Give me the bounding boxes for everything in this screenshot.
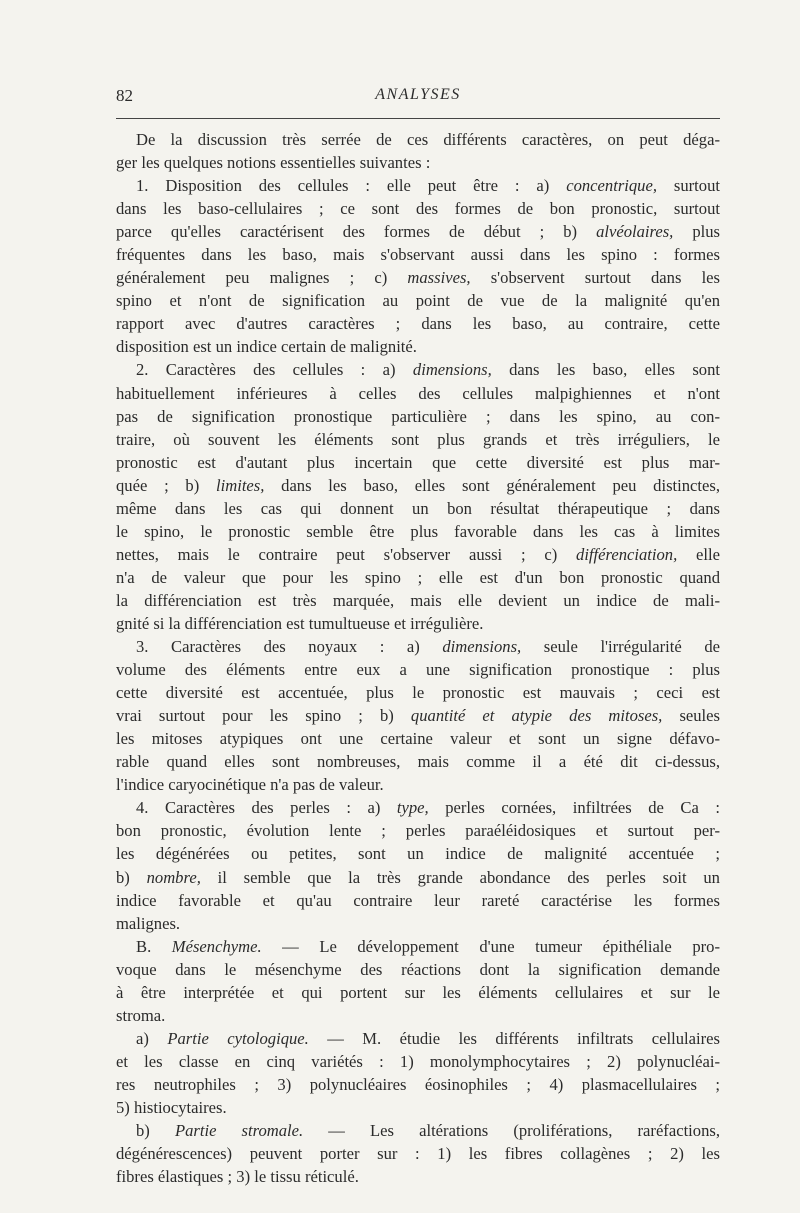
text-run: 3. Caractères des noyaux : a) <box>136 637 443 657</box>
text-line <box>116 335 720 358</box>
text-line <box>116 912 720 935</box>
text-line <box>116 589 720 612</box>
text-line <box>116 451 720 474</box>
italic-text: Partie stromale. <box>174 1121 304 1141</box>
text-run: disposition est un indice certain de malignité. <box>116 337 417 357</box>
text-run: — Les altérations (proliférations, raréfactions, <box>303 1121 720 1141</box>
text-line <box>116 866 720 889</box>
text-line <box>116 1119 720 1142</box>
text-line <box>116 1004 720 1027</box>
text-run: cette diversité est accentuée, plus le pronostic est mauvais ; ceci est <box>116 683 720 703</box>
text-line <box>116 405 720 428</box>
text-line <box>116 612 720 635</box>
text-line <box>116 289 720 312</box>
text-line <box>116 842 720 865</box>
text-run: — M. étudie les différents infiltrats cellulaires <box>308 1028 720 1048</box>
text-line <box>116 958 720 981</box>
italic-text: type, <box>396 798 429 818</box>
text-run: dans les baso, elles sont généralement peu distinctes, <box>264 475 720 495</box>
text-line <box>116 1050 720 1073</box>
text-line <box>116 520 720 543</box>
text-run: généralement peu malignes ; c) <box>116 268 408 288</box>
italic-text: différenciation, <box>576 544 678 564</box>
text-run: il semble que la très grande abondance des perles soit un <box>200 867 720 887</box>
text-run: 1. Disposition des cellules : elle peut être : a) <box>136 176 567 196</box>
text-line <box>116 266 720 289</box>
text-line <box>116 727 720 750</box>
text-run: fréquentes dans les baso, mais s'observant aussi dans les spino : formes <box>116 245 720 265</box>
italic-text: quantité et atypie des mitoses, <box>410 706 663 726</box>
text-line <box>116 220 720 243</box>
text-run: dans les baso, elles sont <box>491 360 720 380</box>
text-run: pronostic est d'autant plus incertain que cette diversité est plus mar- <box>116 452 720 472</box>
text-line <box>116 543 720 566</box>
text-run: 2. Caractères des cellules : a) <box>136 360 413 380</box>
text-run: et les classe en cinq variétés : 1) monolymphocytaires ; 2) polynucléai- <box>116 1051 720 1071</box>
text-run: stroma. <box>116 1005 166 1025</box>
text-line <box>116 773 720 796</box>
text-run: traire, où souvent les éléments sont plus grands et très irréguliers, le <box>116 429 720 449</box>
text-run: De la discussion très serrée de ces différents caractères, on peut déga- <box>136 130 720 149</box>
text-line <box>116 497 720 520</box>
text-line <box>116 681 720 704</box>
text-run: même dans les cas qui donnent un bon résultat thérapeutique ; dans <box>116 498 720 518</box>
italic-text: concentrique, <box>566 176 657 196</box>
text-run: — Le développement d'une tumeur épithéliale pro- <box>261 936 720 956</box>
text-run: ger les quelques notions essentielles suivantes : <box>116 153 431 173</box>
text-run: b) <box>116 867 147 887</box>
text-line <box>116 312 720 335</box>
text-line <box>116 382 720 405</box>
text-run: indice favorable et qu'au contraire leur rareté caractérise les formes <box>116 890 720 910</box>
text-line <box>116 819 720 842</box>
text-line <box>116 197 720 220</box>
text-line <box>116 1073 720 1096</box>
text-line <box>116 750 720 773</box>
text-line <box>116 128 720 151</box>
text-run: les mitoses atypiques ont une certaine valeur et sont un signe défavo- <box>116 729 720 749</box>
italic-text: alvéolaires, <box>596 222 674 242</box>
text-line <box>116 1142 720 1165</box>
text-run: l'indice caryocinétique n'a pas de valeur. <box>116 775 384 795</box>
italic-text: massives, <box>407 268 471 288</box>
text-line <box>116 566 720 589</box>
running-title: ANALYSES <box>375 86 461 103</box>
text-run: surtout <box>657 176 720 196</box>
text-run: bon pronostic, évolution lente ; perles paraéléidosiques et surtout per- <box>116 821 720 841</box>
text-line <box>116 1165 720 1188</box>
text-run: malignes. <box>116 913 181 933</box>
text-run: s'observent surtout dans les <box>470 268 720 288</box>
text-line <box>116 889 720 912</box>
text-run: la différenciation est très marquée, mais elle devient un indice de mali- <box>116 590 720 610</box>
text-run: seules <box>662 706 720 726</box>
text-run: parce qu'elles caractérisent des formes de début ; b) <box>116 222 597 242</box>
italic-text: nombre, <box>146 867 201 887</box>
text-run: B. <box>136 936 172 956</box>
italic-text: Partie cytologique. <box>167 1028 309 1048</box>
text-line <box>116 428 720 451</box>
text-line <box>116 1096 720 1119</box>
text-line <box>116 243 720 266</box>
text-run: fibres élastiques ; 3) le tissu réticulé. <box>116 1167 359 1187</box>
text-line <box>116 704 720 727</box>
text-line <box>116 474 720 497</box>
italic-text: Mésenchyme. <box>171 936 262 956</box>
text-run: nettes, mais le contraire peut s'observer aussi ; c) <box>116 544 577 564</box>
italic-text: limites, <box>216 475 265 495</box>
text-run: volume des éléments entre eux a une signification pronostique : plus <box>116 660 720 680</box>
text-line <box>116 981 720 1004</box>
text-run: le spino, le pronostic semble être plus favorable dans les cas à limites <box>116 521 720 541</box>
text-run: res neutrophiles ; 3) polynucléaires éosinophiles ; 4) plasmacellulaires ; <box>116 1074 720 1094</box>
text-run: 4. Caractères des perles : a) <box>136 798 397 818</box>
text-run: dégénérescences) peuvent porter sur : 1) les fibres collagènes ; 2) les <box>116 1144 720 1164</box>
body-text <box>116 128 720 1188</box>
text-run: voque dans le mésenchyme des réactions dont la signification demande <box>116 959 720 979</box>
text-line <box>116 151 720 174</box>
text-line <box>116 658 720 681</box>
text-run: b) <box>136 1121 175 1141</box>
text-run: quée ; b) <box>116 475 216 495</box>
text-run: rable quand elles sont nombreuses, mais comme il a été dit ci-dessus, <box>116 752 720 772</box>
page-number: 82 <box>116 86 133 105</box>
text-run: a) <box>136 1028 168 1048</box>
text-run: perles cornées, infiltrées de Ca : <box>428 798 720 818</box>
text-run: dans les baso-cellulaires ; ce sont des formes de bon pronostic, surtout <box>116 199 720 219</box>
text-run: pas de signification pronostique particulière ; dans les spino, au con- <box>116 406 720 426</box>
italic-text: dimensions, <box>412 360 492 380</box>
text-run: rapport avec d'autres caractères ; dans les baso, au contraire, cette <box>116 314 720 334</box>
italic-text: dimensions, <box>442 637 522 657</box>
text-line <box>116 174 720 197</box>
text-run: à être interprétée et qui portent sur les éléments cellulaires et sur le <box>116 982 720 1002</box>
text-line <box>116 635 720 658</box>
text-run: habituellement inférieures à celles des cellules malpighiennes et n'ont <box>116 383 720 403</box>
text-run: elle <box>677 544 720 564</box>
text-run: n'a de valeur que pour les spino ; elle est d'un bon pronostic quand <box>116 567 720 587</box>
text-run: 5) histiocytaires. <box>116 1097 227 1117</box>
text-run: les dégénérées ou petites, sont un indice de malignité accentuée ; <box>116 844 720 864</box>
text-run: seule l'irrégularité de <box>521 637 720 657</box>
text-line <box>116 935 720 958</box>
text-line <box>116 1027 720 1050</box>
header-rule <box>116 118 720 119</box>
text-run: plus <box>673 222 721 242</box>
text-run: spino et n'ont de signification au point de vue de la malignité qu'en <box>116 291 720 311</box>
text-run: vrai surtout pour les spino ; b) <box>116 706 411 726</box>
text-line <box>116 796 720 819</box>
page-header <box>116 86 720 114</box>
text-run: gnité si la différenciation est tumultueuse et irrégulière. <box>116 613 484 633</box>
text-line <box>116 358 720 381</box>
